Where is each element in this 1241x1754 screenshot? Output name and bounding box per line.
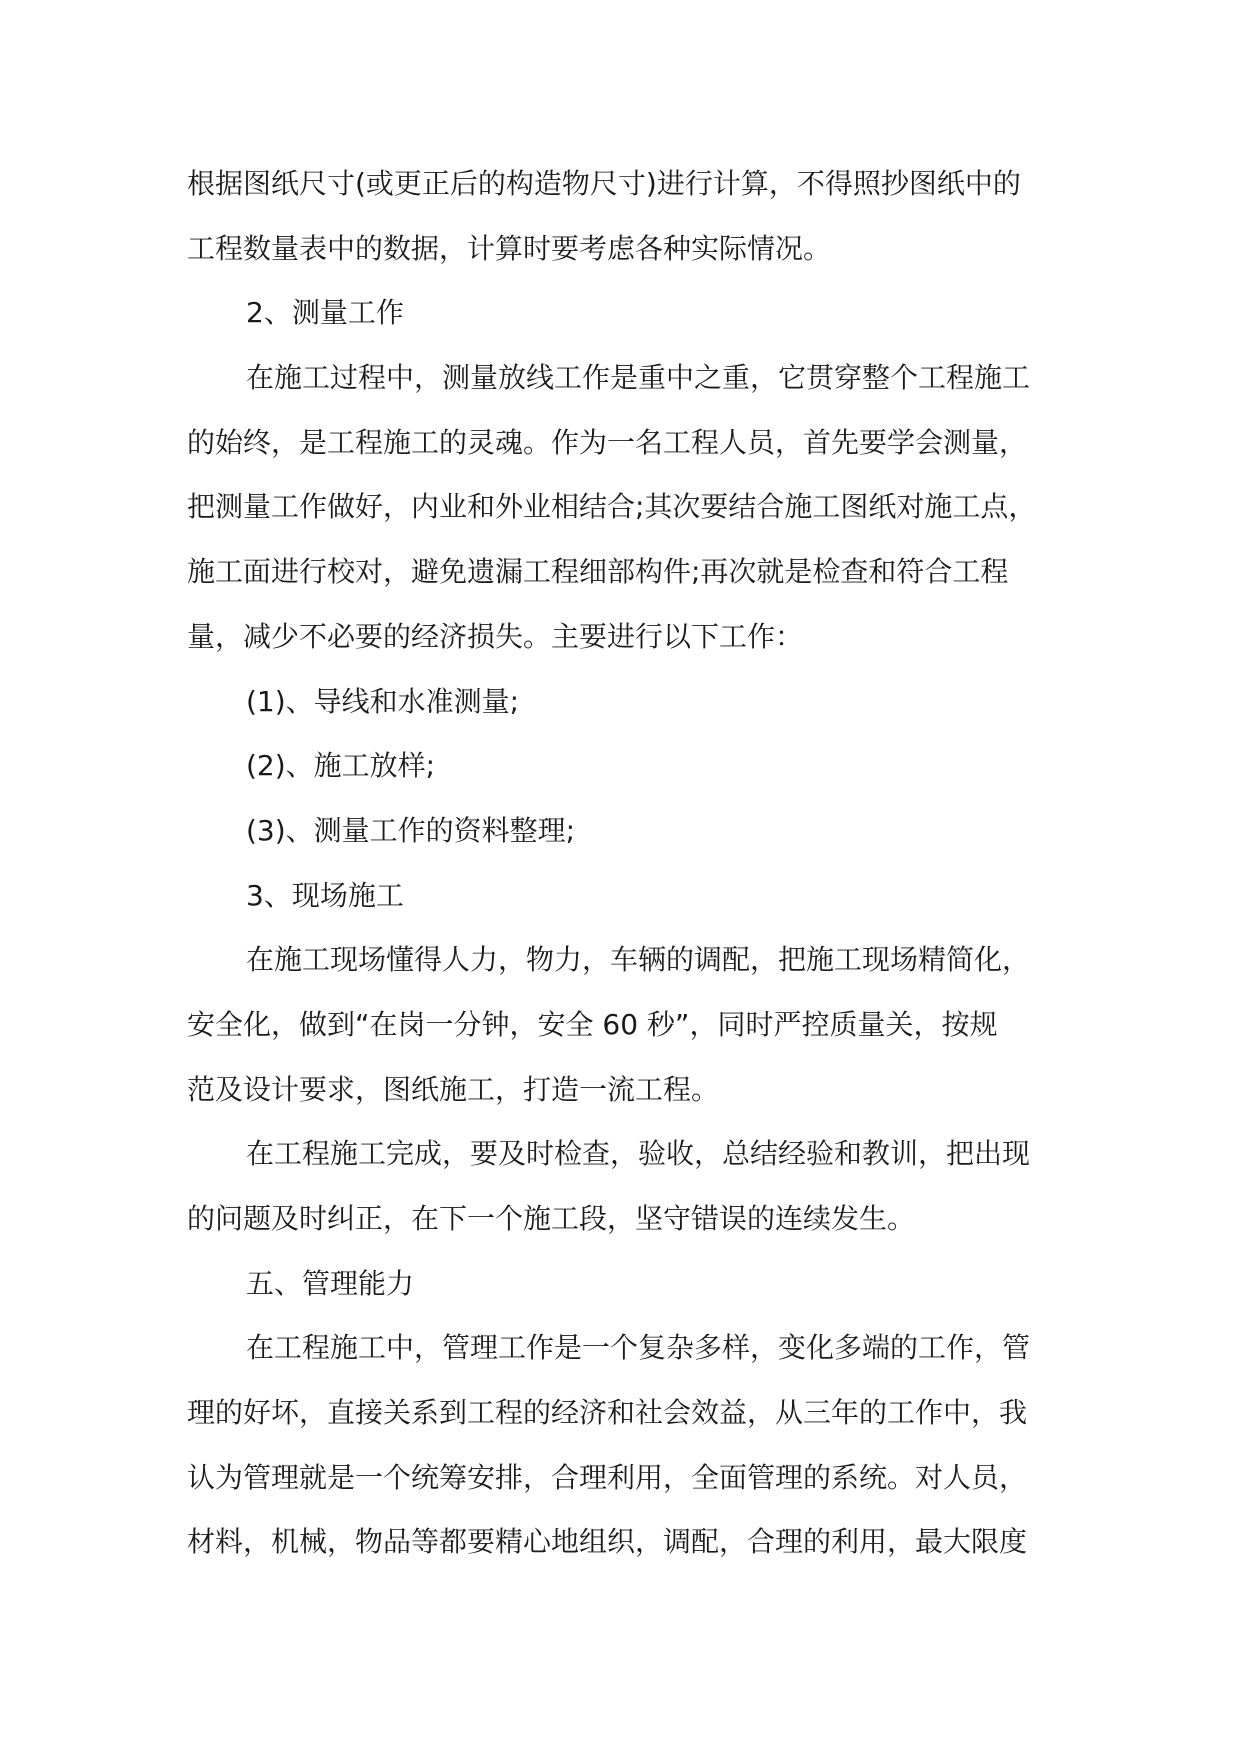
text-line: 把测量工作做好，内业和外业相结合;其次要结合施工图纸对施工点， bbox=[187, 490, 1037, 524]
text-line: 材料，机械，物品等都要精心地组织，调配，合理的利用，最大限度 bbox=[187, 1525, 1028, 1559]
list-item: (2)、施工放样; bbox=[246, 749, 436, 783]
paragraph-start: 在施工现场懂得人力，物力，车辆的调配，把施工现场精简化， bbox=[246, 943, 1031, 977]
text-line: 工程数量表中的数据，计算时要考虑各种实际情况。 bbox=[187, 231, 832, 265]
section-heading: 五、管理能力 bbox=[246, 1266, 415, 1300]
text-line: 理的好坏，直接关系到工程的经济和社会效益，从三年的工作中，我 bbox=[187, 1396, 1028, 1430]
text-line: 根据图纸尺寸(或更正后的构造物尺寸)进行计算，不得照抄图纸中的 bbox=[187, 167, 1021, 200]
text-line: 量，减少不必要的经济损失。主要进行以下工作： bbox=[187, 619, 804, 653]
section-heading: 3、现场施工 bbox=[246, 878, 404, 912]
document-body bbox=[187, 152, 1087, 1575]
text-line: 认为管理就是一个统筹安排，合理利用，全面管理的系统。对人员， bbox=[187, 1460, 1028, 1494]
paragraph-start: 在工程施工完成，要及时检查，验收，总结经验和教训，把出现 bbox=[246, 1137, 1031, 1171]
text-line: 安全化，做到“在岗一分钟，安全 60 秒”，同时严控质量关，按规 bbox=[187, 1007, 998, 1041]
section-heading: 2、测量工作 bbox=[246, 296, 404, 330]
text-line: 范及设计要求，图纸施工，打造一流工程。 bbox=[187, 1072, 720, 1106]
text-line: 的问题及时纠正，在下一个施工段，坚守错误的连续发生。 bbox=[187, 1202, 916, 1235]
paragraph-start: 在工程施工中，管理工作是一个复杂多样，变化多端的工作，管 bbox=[246, 1331, 1031, 1365]
list-item: (1)、导线和水准测量; bbox=[246, 684, 520, 718]
text-line: 施工面进行校对，避免遗漏工程细部构件;再次就是检查和符合工程 bbox=[187, 555, 1009, 589]
text-line: 的始终，是工程施工的灵魂。作为一名工程人员，首先要学会测量， bbox=[187, 425, 1028, 459]
paragraph-start: 在施工过程中，测量放线工作是重中之重，它贯穿整个工程施工 bbox=[246, 361, 1031, 395]
list-item: (3)、测量工作的资料整理; bbox=[246, 813, 576, 847]
